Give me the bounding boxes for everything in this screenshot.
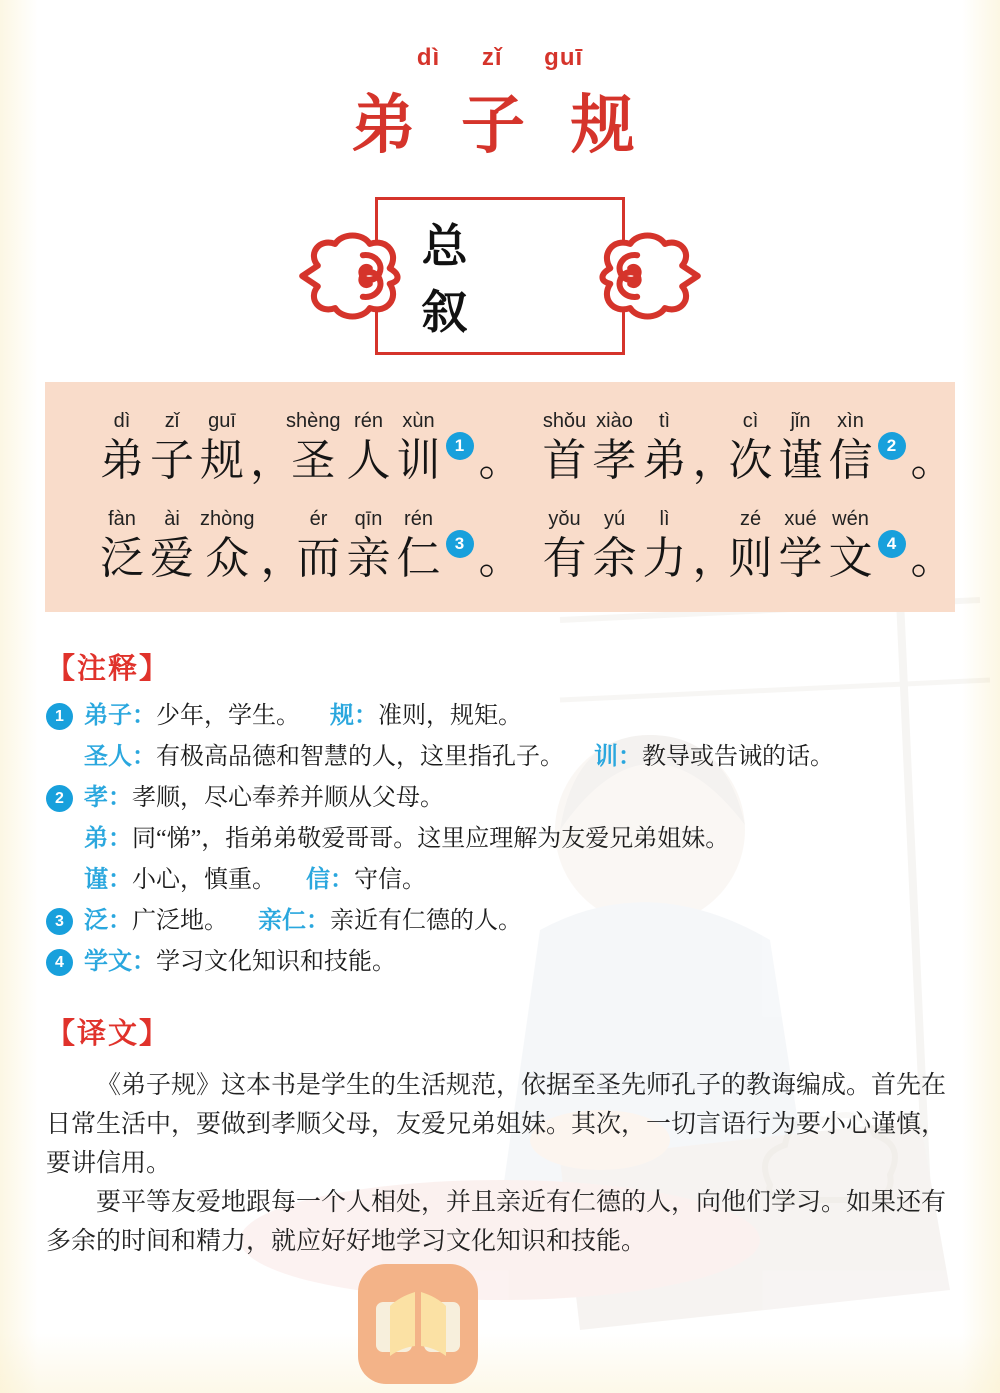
note-keyword: 学文： — [84, 948, 156, 975]
verse-row — [97, 408, 955, 488]
note-keyword: 圣人： — [84, 743, 156, 770]
translation-paragraph: 《弟子规》这本书是学生的生活规范，依据至圣先师孔子的教诲编成。首先在日常生活中，要做到孝顺父母，友爱兄弟姐妹。其次，一切言语行为要小心谨慎，要讲信用。 — [46, 1072, 947, 1177]
token-pinyin: zé — [739, 508, 762, 530]
token-hanzi: ， — [250, 436, 294, 485]
verse-token — [100, 506, 144, 586]
note-ref-badge: 4 — [878, 530, 906, 558]
translation-paragraph: 要平等友爱地跟每一个人相处，并且亲近有仁德的人，向他们学习。如果还有多余的时间和精力，就应好好地学习文化知识和技能。 — [46, 1189, 947, 1255]
note-keyword: 谨： — [84, 866, 132, 893]
note-body — [84, 865, 426, 895]
note-text: 少年，学生。 — [156, 703, 300, 729]
token-pinyin: zǐ — [164, 410, 180, 432]
note-line — [46, 906, 960, 936]
token-hanzi: 首 — [542, 436, 587, 485]
token-hanzi: ， — [692, 436, 737, 485]
verse-token — [297, 506, 341, 586]
token-pinyin: cì — [742, 410, 759, 432]
note-ref-badge: 2 — [878, 432, 906, 460]
token-pinyin: wén — [832, 508, 869, 530]
verse-token — [692, 408, 737, 488]
note-line — [46, 865, 960, 895]
notes-header: 【注释】 — [46, 653, 171, 685]
token-hanzi: 人 — [346, 436, 391, 485]
token-hanzi: 。 — [910, 534, 955, 583]
note-line — [46, 742, 960, 772]
verse-token — [910, 506, 955, 586]
token-pinyin: fàn — [108, 508, 136, 530]
verse-token — [910, 408, 955, 488]
token-pinyin: rén — [354, 410, 383, 432]
verse-token — [200, 408, 244, 488]
token-pinyin: qīn — [354, 508, 383, 530]
note-text: 守信。 — [354, 867, 426, 893]
translation-header: 【译文】 — [46, 1018, 171, 1050]
verse-box — [45, 382, 955, 612]
token-pinyin: xìn — [837, 410, 864, 432]
verse-rows — [97, 408, 955, 586]
token-hanzi: 泛 — [100, 534, 144, 583]
verse-clause — [540, 408, 955, 488]
note-body — [84, 783, 444, 813]
note-text: 同“悌”，指弟弟敬爱哥哥。这里应理解为友爱兄弟姐妹。 — [132, 826, 730, 852]
note-body — [84, 701, 522, 731]
note-number-badge: 2 — [46, 785, 73, 812]
note-number-badge: 1 — [46, 703, 73, 730]
token-hanzi: 力 — [642, 534, 687, 583]
token-hanzi: ， — [260, 534, 305, 583]
note-keyword: 训： — [594, 743, 642, 770]
verse-token — [286, 408, 341, 488]
token-pinyin: dì — [113, 410, 131, 432]
token-pinyin: tì — [658, 410, 671, 432]
note-body — [84, 947, 396, 977]
verse-token — [478, 506, 523, 586]
verse-token — [543, 408, 587, 488]
token-hanzi: 。 — [478, 534, 523, 583]
token-hanzi: 学 — [778, 534, 823, 583]
token-pinyin: rén — [404, 508, 433, 530]
verse-clause — [97, 506, 523, 586]
note-keyword: 弟： — [84, 825, 132, 852]
token-hanzi: 有 — [542, 534, 587, 583]
note-text: 小心，慎重。 — [132, 867, 276, 893]
token-hanzi: 。 — [910, 436, 955, 485]
note-text: 孝顺，尽心奉养并顺从父母。 — [132, 785, 444, 811]
cloud-ornament-left-icon — [297, 224, 401, 328]
note-text: 广泛地。 — [132, 908, 228, 934]
token-pinyin: ér — [309, 508, 328, 530]
token-hanzi: 圣 — [291, 436, 336, 485]
title-pinyin: dì zǐ guī — [416, 44, 584, 71]
note-keyword: 规： — [330, 702, 378, 729]
verse-token — [729, 506, 773, 586]
token-hanzi: 而 — [296, 534, 341, 583]
note-segment — [594, 744, 834, 770]
verse-token — [250, 408, 294, 488]
token-hanzi: ， — [692, 534, 737, 583]
token-hanzi: 弟 — [642, 436, 687, 485]
note-segment — [84, 703, 300, 729]
note-text: 准则，规矩。 — [378, 703, 522, 729]
note-line — [46, 824, 960, 854]
note-keyword: 孝： — [84, 784, 132, 811]
token-hanzi: 次 — [728, 436, 773, 485]
verse-token — [829, 506, 873, 586]
verse-token — [779, 506, 823, 586]
note-body — [84, 906, 522, 936]
token-pinyin: zhòng — [200, 508, 255, 530]
banner-box — [375, 197, 626, 355]
token-hanzi: 文 — [828, 534, 873, 583]
token-pinyin: xiào — [596, 410, 633, 432]
token-hanzi: 仁 — [396, 534, 441, 583]
token-pinyin: guī — [208, 410, 236, 432]
verse-clause — [540, 506, 955, 586]
verse-clause — [97, 408, 523, 488]
verse-token — [779, 408, 823, 488]
verse-token — [593, 506, 637, 586]
token-hanzi: 余 — [592, 534, 637, 583]
verse-token — [829, 408, 873, 488]
note-keyword: 信： — [306, 866, 354, 893]
token-hanzi: 弟 — [100, 436, 144, 485]
banner-label: 总 叙 — [421, 220, 494, 338]
token-hanzi: 亲 — [346, 534, 391, 583]
note-line — [46, 947, 960, 977]
verse-token — [200, 506, 255, 586]
verse-row — [97, 506, 955, 586]
verse-token — [643, 408, 687, 488]
note-segment — [84, 867, 276, 893]
token-hanzi: 则 — [728, 534, 773, 583]
open-book-icon — [358, 1264, 478, 1384]
translation-paragraphs — [46, 1066, 956, 1261]
verse-token — [260, 506, 305, 586]
note-number-badge: 3 — [46, 908, 73, 935]
note-segment — [84, 785, 444, 811]
note-number-badge: 4 — [46, 949, 73, 976]
token-pinyin: xué — [784, 508, 817, 530]
token-hanzi: 孝 — [592, 436, 637, 485]
section-banner — [0, 220, 1000, 338]
note-segment — [84, 949, 396, 975]
verse-token — [150, 408, 194, 488]
page-title: 弟 子 规 — [351, 89, 649, 161]
token-hanzi: 谨 — [778, 436, 823, 485]
token-pinyin: shèng — [286, 410, 341, 432]
note-text: 亲近有仁德的人。 — [330, 908, 522, 934]
verse-token — [397, 408, 441, 488]
token-pinyin: shǒu — [542, 410, 587, 432]
token-pinyin: lì — [659, 508, 670, 530]
verse-token — [593, 408, 637, 488]
verse-token — [347, 408, 391, 488]
verse-token — [478, 408, 523, 488]
cloud-ornament-right-icon — [599, 224, 703, 328]
verse-token — [543, 506, 587, 586]
note-keyword: 泛： — [84, 907, 132, 934]
token-pinyin: ài — [164, 508, 180, 530]
note-segment — [306, 867, 426, 893]
verse-token — [100, 408, 144, 488]
token-pinyin: yǒu — [548, 508, 581, 530]
note-ref-badge: 3 — [446, 530, 474, 558]
token-hanzi: 规 — [200, 436, 244, 485]
note-keyword: 亲仁： — [258, 907, 330, 934]
note-body — [84, 742, 834, 772]
token-hanzi: 训 — [396, 436, 441, 485]
token-hanzi: 。 — [478, 436, 523, 485]
note-keyword: 弟子： — [84, 702, 156, 729]
token-pinyin: jǐn — [790, 410, 811, 432]
note-segment — [330, 703, 522, 729]
verse-token — [643, 506, 687, 586]
note-segment — [84, 744, 564, 770]
verse-token — [729, 408, 773, 488]
note-line — [46, 783, 960, 813]
verse-token — [692, 506, 737, 586]
note-text: 学习文化知识和技能。 — [156, 949, 396, 975]
token-hanzi: 信 — [828, 436, 873, 485]
token-pinyin: xùn — [402, 410, 435, 432]
token-hanzi: 众 — [205, 534, 250, 583]
verse-token — [397, 506, 441, 586]
page-header — [0, 0, 1000, 166]
token-pinyin: yú — [603, 508, 626, 530]
note-ref-badge: 1 — [446, 432, 474, 460]
note-body — [84, 824, 729, 854]
note-text: 有极高品德和智慧的人，这里指孔子。 — [156, 744, 564, 770]
token-hanzi: 子 — [150, 436, 194, 485]
note-segment — [258, 908, 522, 934]
verse-token — [347, 506, 391, 586]
note-text: 教导或告诫的话。 — [642, 744, 834, 770]
note-segment — [84, 908, 228, 934]
note-line — [46, 701, 960, 731]
verse-token — [150, 506, 194, 586]
token-hanzi: 爱 — [150, 534, 194, 583]
note-segment — [84, 826, 729, 852]
notes-list — [46, 701, 960, 977]
